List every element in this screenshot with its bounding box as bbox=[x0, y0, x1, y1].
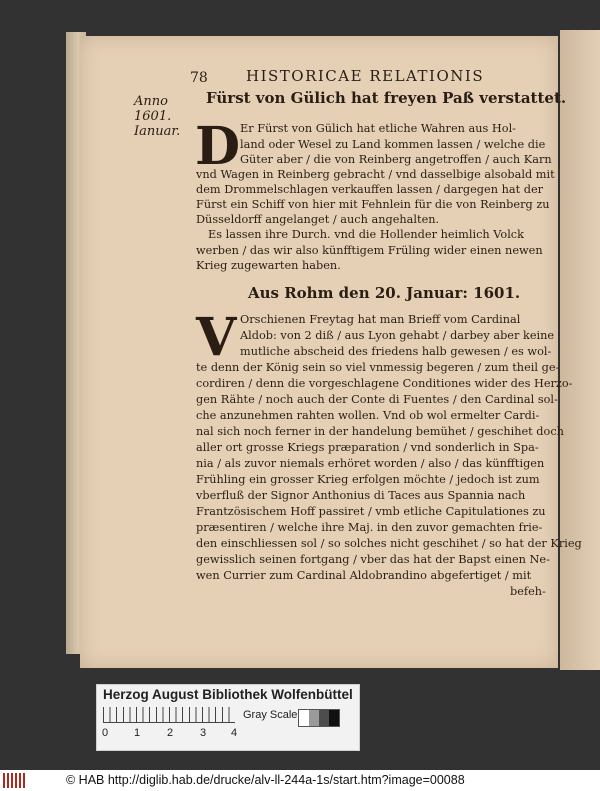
section-heading-1: Fürst von Gülich hat freyen Paß verstattet. bbox=[206, 89, 567, 107]
calibration-card bbox=[96, 684, 360, 751]
text-line: land oder Wesel zu Land kommen lassen / welche die bbox=[240, 138, 546, 151]
text-line: Frühling ein grosser Krieg erfolgen möchte / jedoch ist zum bbox=[196, 473, 540, 486]
text-line: werben / das wir also künfftigem Früling wider einen newen bbox=[196, 244, 543, 257]
text-line: Orschienen Freytag hat man Brieff vom Cardinal bbox=[240, 313, 521, 326]
card-title: Herzog August Bibliothek Wolfenbüttel bbox=[103, 687, 353, 702]
ruler-number: 3 bbox=[200, 727, 207, 739]
text-line: Fürst ein Schiff von hier mit Fehnlein für die von Reinberg zu bbox=[196, 198, 550, 211]
text-line: cordiren / denn die vorgeschlagene Conditiones wider des Herzo- bbox=[196, 377, 573, 390]
text-line: vnd Wagen in Reinberg gebracht / vnd dasselbige alsobald mit bbox=[196, 168, 555, 181]
page-number: 78 bbox=[190, 70, 208, 86]
drop-cap-1: D bbox=[195, 116, 241, 177]
catchword: befeh- bbox=[510, 585, 546, 598]
text-line: mutliche abscheid des friedens halb gewesen / es wol- bbox=[240, 345, 552, 358]
text-line: den einschliessen sol / so solches nicht geschihet / so hat der Krieg bbox=[196, 537, 582, 550]
text-line: Aldob: von 2 diß / aus Lyon gehabt / darbey aber keine bbox=[240, 329, 555, 342]
text-line: aller ort grosse Kriegs præparation / vnd sonderlich in Spa- bbox=[196, 441, 539, 454]
gray-swatch bbox=[319, 710, 329, 726]
text-line: gen Rähte / noch auch der Conte di Fuentes / den Cardinal sol- bbox=[196, 393, 558, 406]
text-line: te denn der König sein so viel vnmessig begeren / zum theil ge- bbox=[196, 361, 560, 374]
text-line: nia / als zuvor niemals erhöret worden / also / das künfftigen bbox=[196, 457, 545, 470]
text-line: Güter aber / die von Reinberg angetroffen / auch Karn bbox=[240, 153, 552, 166]
section-heading-2: Aus Rohm den 20. Januar: 1601. bbox=[248, 284, 521, 302]
gray-swatch bbox=[299, 710, 309, 726]
drop-cap-2: V bbox=[196, 307, 237, 368]
running-head: HISTORICAE RELATIONIS bbox=[246, 67, 485, 85]
gray-swatch bbox=[329, 710, 339, 726]
gray-swatch bbox=[309, 710, 319, 726]
text-line: Er Fürst von Gülich hat etliche Wahren aus Hol- bbox=[240, 122, 516, 135]
text-line: Düsseldorff angelanget / auch angehalten. bbox=[196, 213, 440, 226]
ruler-number: 1 bbox=[134, 727, 141, 739]
footer-link[interactable]: © HAB http://diglib.hab.de/drucke/alv-ll-244a-1s/start.htm?image=00088 bbox=[66, 773, 465, 787]
text-line: Es lassen ihre Durch. vnd die Hollender heimlich Volck bbox=[208, 228, 524, 241]
ruler-number: 2 bbox=[167, 727, 174, 739]
ruler bbox=[103, 707, 235, 723]
margin-note-year-label: Anno bbox=[134, 94, 168, 109]
text-line: wen Currier zum Cardinal Aldobrandino abgefertiget / mit bbox=[196, 569, 532, 582]
ruler-number: 0 bbox=[102, 727, 109, 739]
text-line: Frantzösischem Hoff passiret / vmb etliche Capitulationes zu bbox=[196, 505, 546, 518]
text-line: dem Drommelschlagen verkauffen lassen / dargegen hat der bbox=[196, 183, 544, 196]
text-line: gewisslich seinen fortgang / vber das hat der Bapst einen Ne- bbox=[196, 553, 550, 566]
gray-scale-swatches bbox=[298, 709, 340, 727]
text-line: vberfluß der Signor Anthonius di Taces aus Spannia nach bbox=[196, 489, 526, 502]
text-line: præsentiren / welche ihre Maj. in den zuvor gemachten frie- bbox=[196, 521, 543, 534]
gray-scale-label: Gray Scale bbox=[243, 709, 298, 721]
text-line: nal sich noch ferner in der handelung bemühet / geschihet doch bbox=[196, 425, 564, 438]
text-line: Krieg zugewarten haben. bbox=[196, 259, 341, 272]
text-line: che anzunehmen rahten wollen. Vnd ob wol ermelter Cardi- bbox=[196, 409, 540, 422]
hab-logo-icon bbox=[3, 773, 25, 788]
margin-note-year: 1601. bbox=[134, 109, 172, 124]
margin-note-month: Ianuar. bbox=[134, 124, 181, 139]
footer-bar bbox=[0, 770, 600, 791]
ruler-number: 4 bbox=[231, 727, 238, 739]
next-page-edge bbox=[560, 30, 600, 670]
